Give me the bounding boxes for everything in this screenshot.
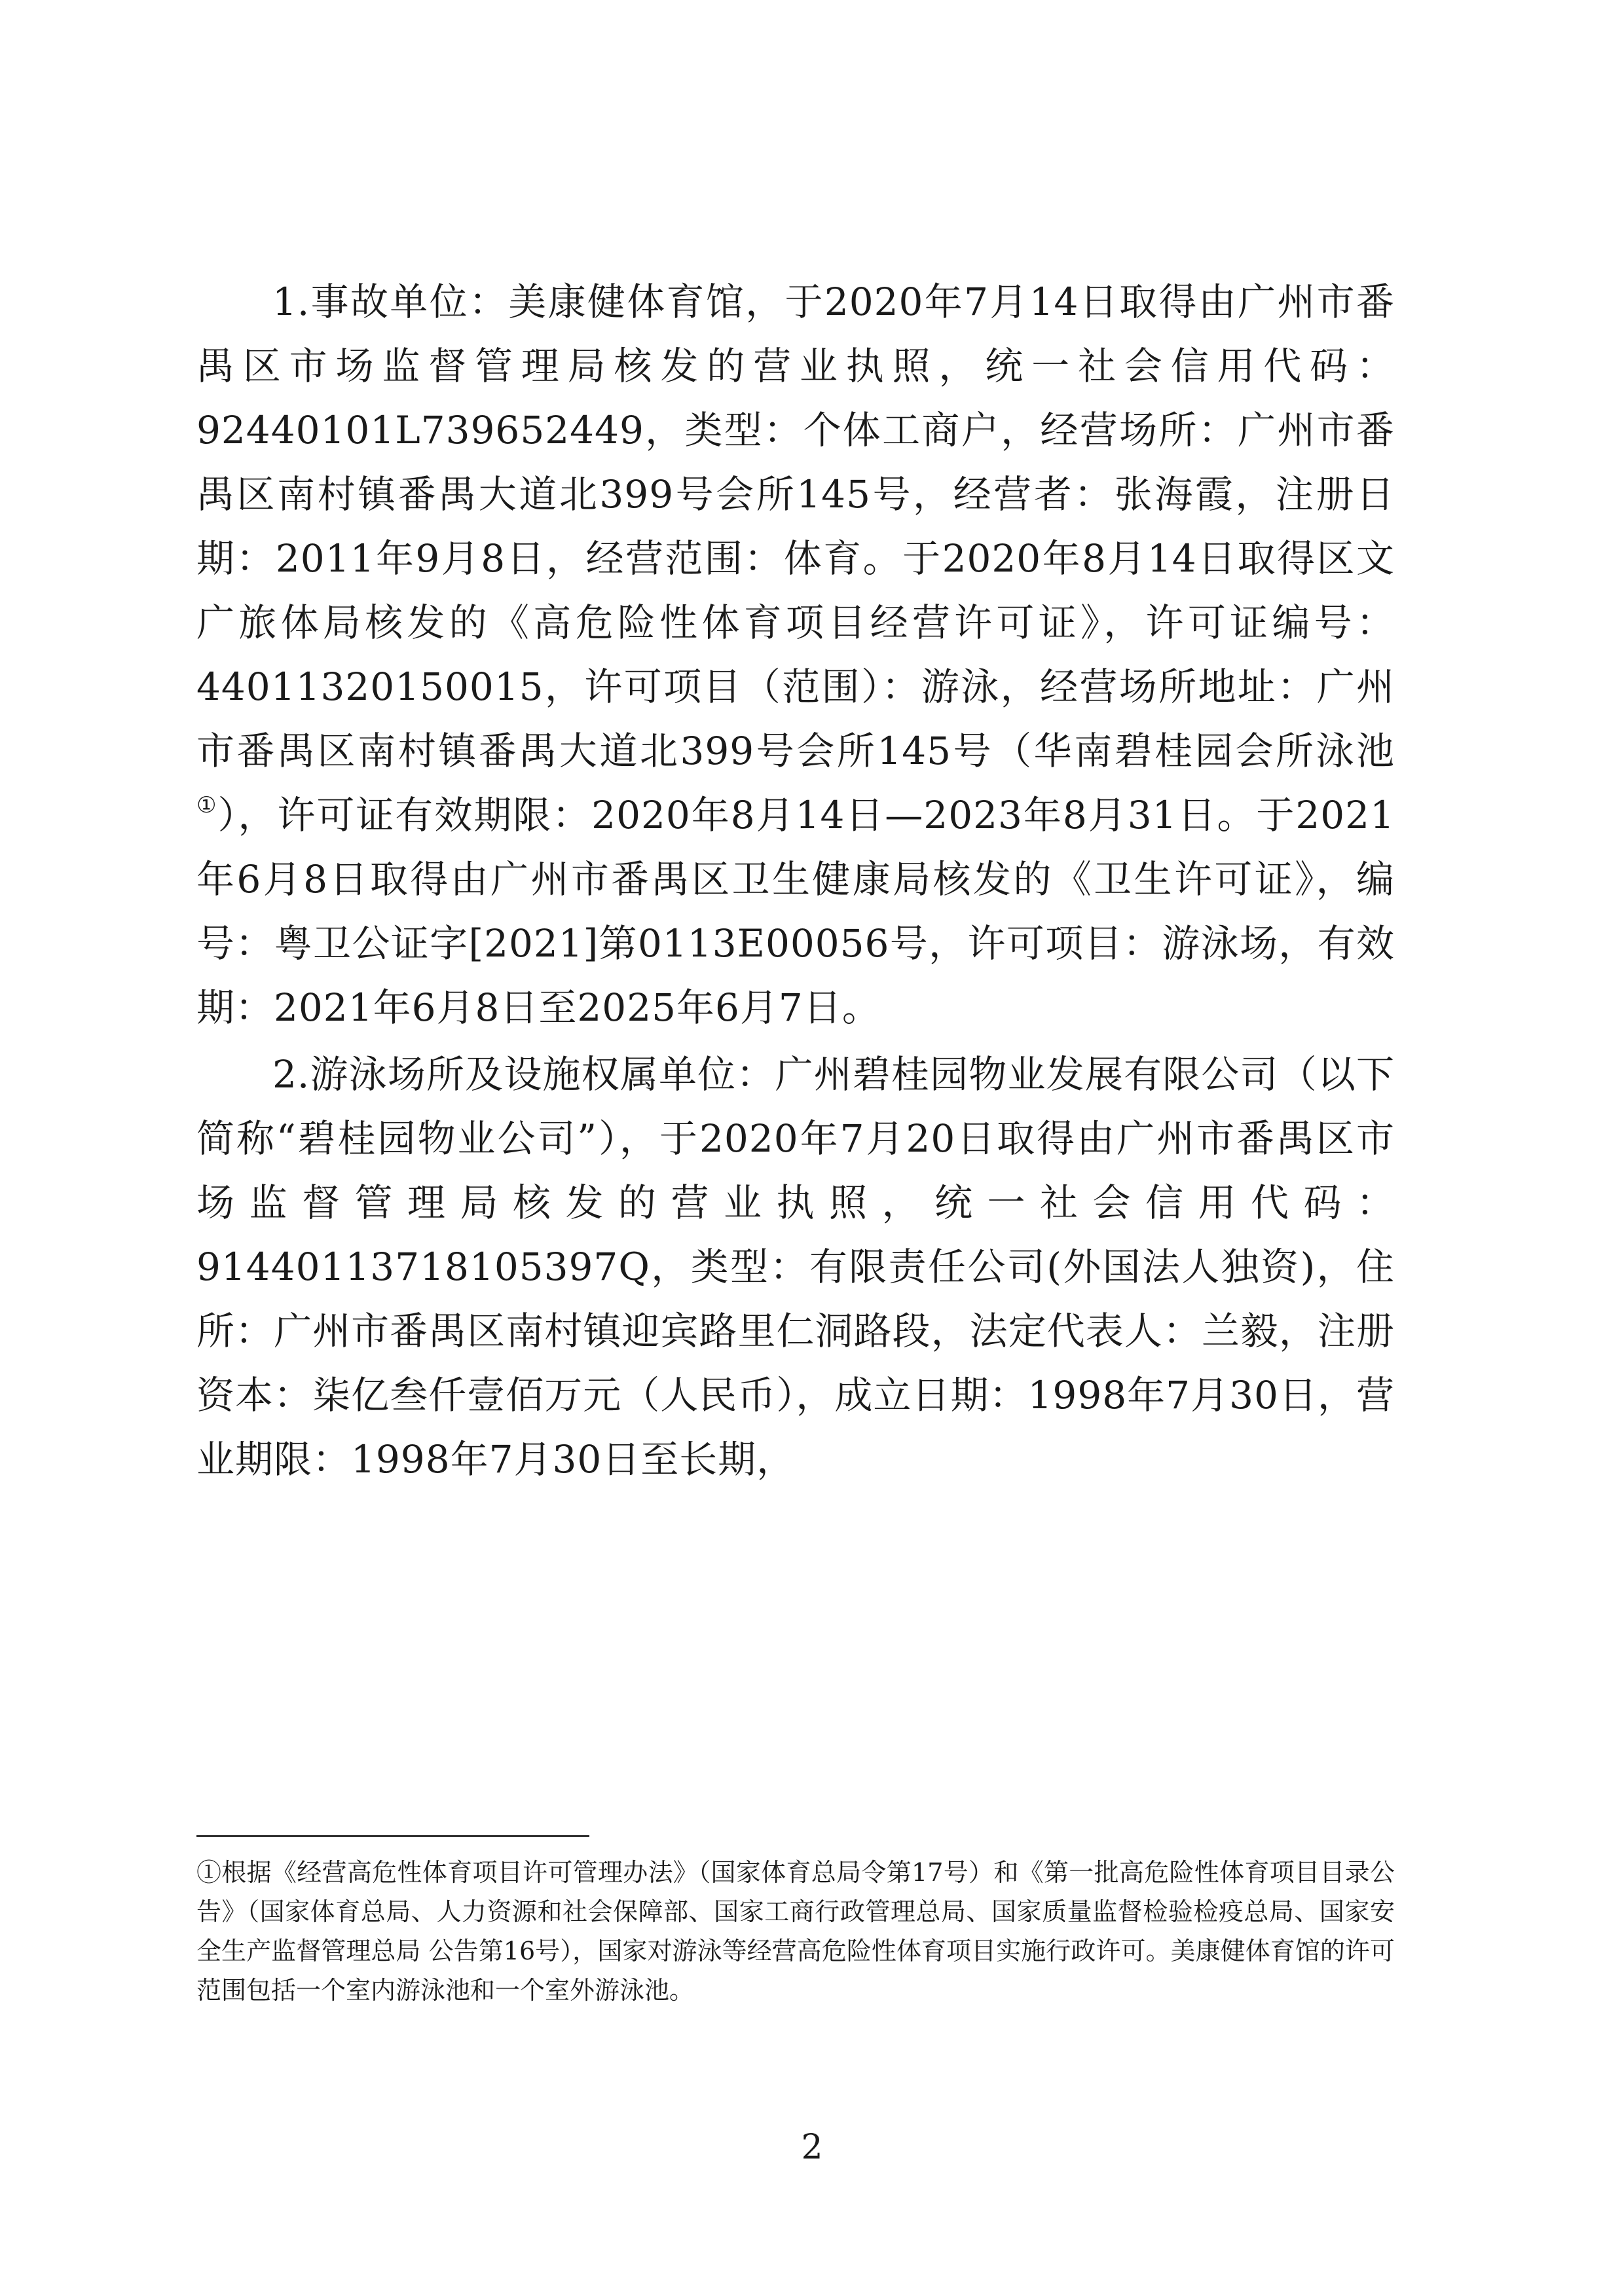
paragraph-1-text-continued: ），许可证有效期限：2020年8月14日—2023年8月31日。于2021年6月8日取得由广州市番禺区卫生健康局核发的《卫生许可证》，编号：粤卫公证字[2021]第0113E00056号，许可项目：游泳场，有效期：2021年6月8日至2025年6月7日。: [196, 793, 1395, 1030]
paragraph-1-text: 1.事故单位：美康健体育馆，于2020年7月14日取得由广州市番禺区市场监督管理局核发的营业执照，统一社会信用代码：92440101L739652449，类型：个体工商户，经营场所：广州市番禺区南村镇番禺大道北399号会所145号，经营者：张海霞，注册日期：2011年9月8日，经营范围：体育。于2020年8月14日取得区文广旅体局核发的《高危险性体育项目经营许可证》，许可证编号：44011320150015，许可项目（范围）：游泳，经营场所地址：广州市番禺区南村镇番禺大道北399号会所145号（华南碧桂园会所泳池: [196, 280, 1395, 773]
paragraph-property-owner: [196, 1042, 1395, 1491]
body-text: [196, 270, 1395, 1494]
paragraph-accident-unit: [196, 270, 1395, 1040]
paragraph-2-text: 2.游泳场所及设施权属单位：广州碧桂园物业发展有限公司（以下简称“碧桂园物业公司”），于2020年7月20日取得由广州市番禺区市场监督管理局核发的营业执照，统一社会信用代码：91440113718105397Q，类型：有限责任公司(外国法人独资)，住所：广州市番禺区南村镇迎宾路里仁洞路段，法定代表人：兰毅，注册资本：柒亿叁仟壹佰万元（人民币），成立日期：1998年7月30日，营业期限：1998年7月30日至长期，: [196, 1052, 1395, 1482]
page-number: 2: [801, 2128, 823, 2167]
footnote: ①根据《经营高危性体育项目许可管理办法》（国家体育总局令第17号）和《第一批高危险性体育项目目录公告》（国家体育总局、人力资源和社会保障部、国家工商行政管理总局、国家质量监督检验检疫总局、国家安全生产监督管理总局 公告第16号），国家对游泳等经营高危险性体育项目实施行政许可。美康健体育馆的许可范围包括一个室内游泳池和一个室外游泳池。: [196, 1858, 1395, 2005]
footnote-reference: ①: [196, 792, 218, 818]
footnote-divider: [196, 1835, 589, 1837]
